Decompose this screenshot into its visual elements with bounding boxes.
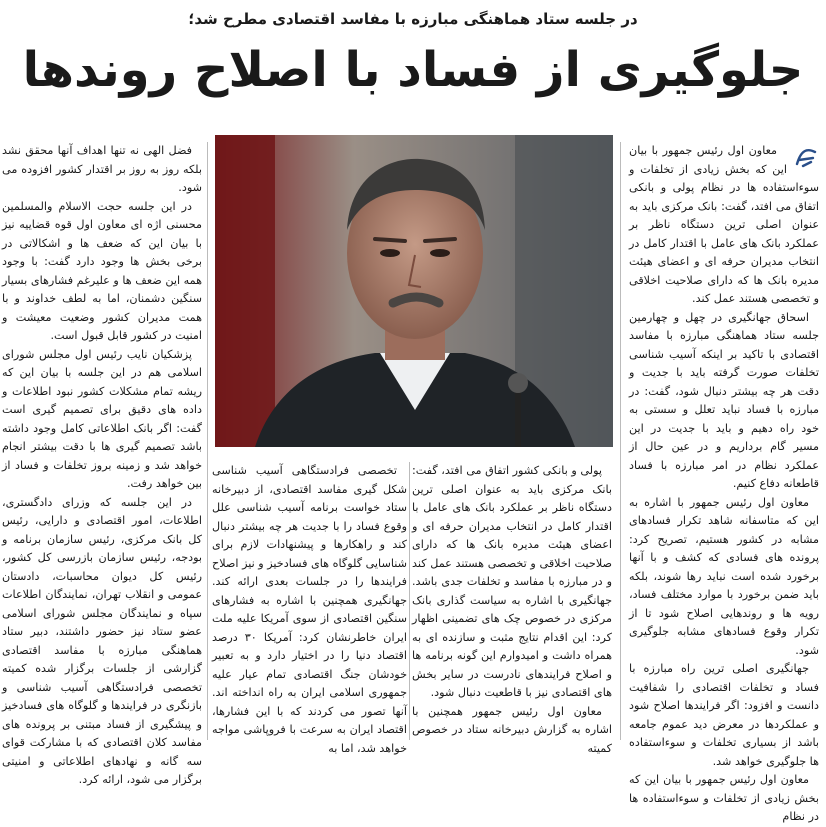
paragraph: پولی و بانکی کشور اتفاق می افتد، گفت: بانک مرکزی باید به عنوان اصلی ترین دستگاه ناظر بر عملکرد بانک های عامل با اقتدار کامل در انتخاب مدیران حرفه ای و اعضای هیئت مدیره بانک ها که دارای صلاحیت اخلاقی و تخصصی هستند عمل کند و در مبارزه با مفاسد و تخلفات جدی باشد. جهانگیری با اشاره به سیاست گذاری بانک مرکزی در خصوص چک های تضمینی اظهار کرد: این اقدام نتایج مثبت و سازنده ای به همراه داشت و امیدوارم این گونه برنامه ها و اصلاح فرایندهای نادرست در سایر بخش های اقتصادی نیز با قاطعیت دنبال شود. xyxy=(412,464,612,699)
paragraph: در این جلسه که وزرای دادگستری، اطلاعات، امور اقتصادی و دارایی، رئیس کل بانک مرکزی، رئیس سازمان برنامه و بودجه، رئیس سازمان بازرسی کل کشور، رئیس کل دیوان محاسبات، دادستان عمومی و انقلاب تهران، نمایندگان اطلاعات سپاه و نمایندگان مجلس شورای اسلامی عضو ستاد نیز حضور داشتند، دبیر ستاد هماهنگی مبارزه با مفاسد اقتصادی گزارشی از جلسات برگزار شده کمیته تخصصی فرادستگاهی آسیب شناسی و بازنگری در فرایندها و گلوگاه های فسادخیز و پیشگیری از فساد مبتنی بر پرونده های مفاسد کلان اقتصادی که با مشارکت قوای سه گانه و نهادهای اطلاعاتی و امنیتی برگزار می شود، ارائه کرد. xyxy=(2,495,202,786)
paragraph: در این جلسه حجت الاسلام والمسلمین محسنی اژه ای معاون اول قوه قضاییه نیز با بیان این که ضعف ها و اشکالاتی در برخی بخش ها وجود دارد گفت: با وجود همه این ضعف ها و علیرغم فشارهای بسیار سنگین دشمنان، اما به لطف خداوند و با همت مدیران کشور وضعیت معیشت و امنیت در کشور قابل قبول است. xyxy=(2,199,202,342)
article-column-middle-right xyxy=(412,462,612,755)
paragraph: جهانگیری اصلی ترین راه مبارزه با فساد و تخلفات اقتصادی را شفافیت دانست و افزود: اگر فرایندها اصلاح شود و عملکردها در معرض دید عموم جامعه باشد از بسیاری تخلفات و سوءاستفاده ها جلوگیری خواهد شد. xyxy=(629,662,819,768)
article-headline: جلوگیری از فساد با اصلاح روندها xyxy=(22,42,804,98)
paragraph: معاون اول رئیس جمهور با بیان این که بخش زیادی از تخلفات و سوءاستفاده ها در نظام پولی و بانکی اتفاق می افتد، گفت: بانک مرکزی باید به عنوان اصلی ترین دستگاه ناظر بر عملکرد بانک های عامل با اقتدار کامل در انتخاب مدیران حرفه ای و اعضای هیئت مدیره بانک ها که دارای صلاحیت اخلاقی و تخصصی هستند عمل کند. xyxy=(629,144,819,305)
newspaper-logo-icon xyxy=(793,144,819,170)
paragraph: پزشکیان نایب رئیس اول مجلس شورای اسلامی هم در این جلسه با بیان این که ریشه تمام مشکلات کشور نبود اطلاعات و داده های دقیق برای تصمیم گیری است گفت: اگر بانک اطلاعاتی کامل وجود داشته باشد تصمیم گیری ها با دقت بیشتر انجام خواهد شد و زمینه بروز تخلفات و فساد از بین خواهد رفت. xyxy=(2,347,202,490)
portrait-image xyxy=(215,135,613,447)
article-column-right xyxy=(629,142,819,823)
paragraph: معاون اول رئیس جمهور با اشاره به این که متاسفانه شاهد تکرار فسادهای مشابه در کشور هستیم، تصریح کرد: پرونده های فسادی که کشف و با آنها برخورد شده است نباید رها شوند، بلکه باید ضمن برخورد با موارد مختلف فساد، رویه ها و روندهایی اصلاح شود تا از تکرار وقوع فسادهای مشابه جلوگیری شود. xyxy=(629,495,819,657)
column-divider xyxy=(207,142,208,740)
paragraph: فضل الهی نه تنها اهداف آنها محقق نشد بلکه روز به روز بر اقتدار کشور افزوده می شود. xyxy=(2,144,202,194)
column-divider xyxy=(620,142,621,740)
paragraph: تخصصی فرادستگاهی آسیب شناسی شکل گیری مفاسد اقتصادی، از دبیرخانه ستاد خواست برنامه آسیب شناسی علل وقوع فساد را با جدیت هر چه بیشتر دنبال کند و راهکارها و پیشنهادات لازم برای شناسایی گلوگاه های فسادخیز و نیز اصلاح فرایندها را در جلسات بعدی ارائه کند. جهانگیری همچنین با اشاره به فشارهای سنگین اقتصادی از سوی آمریکا علیه ملت ایران خاطرنشان کرد: آمریکا ۳۰ درصد اقتصاد دنیا را در اختیار دارد و به تعبیر خودشان جنگ اقتصادی تمام عیار علیه جمهوری اسلامی ایران به راه انداخته اند. آنها تصور می کردند که با این فشارها، اقتصاد ایران به سرعت با فروپاشی مواجه خواهد شد، اما به xyxy=(212,464,407,755)
article-kicker: در جلسه ستاد هماهنگی مبارزه با مفاسد اقتصادی مطرح شد؛ xyxy=(188,10,638,28)
paragraph: اسحاق جهانگیری در چهل و چهارمین جلسه ستاد هماهنگی مبارزه با مفاسد اقتصادی با تاکید بر اینکه آسیب شناسی تخلفات صورت گرفته باید با جدیت و دقت هر چه بیشتر دنبال شود، گفت: در مبارزه با فساد نباید تعلل و سستی به خود راه دهیم و باید با جدیت در این مسیر گام برداریم و در عین حال از عملکرد نظام در امر مبارزه با فساد قاطعانه دفاع کنیم. xyxy=(629,310,819,490)
paragraph: معاون اول رئیس جمهور با بیان این که بخش زیادی از تخلفات و سوءاستفاده ها در نظام xyxy=(629,773,819,823)
column-divider xyxy=(409,462,410,740)
article-column-left xyxy=(2,142,202,786)
article-column-middle-left xyxy=(212,462,407,755)
article-photo xyxy=(215,135,613,447)
paragraph: معاون اول رئیس جمهور همچنین با اشاره به گزارش دبیرخانه ستاد در خصوص کمیته xyxy=(412,704,612,755)
